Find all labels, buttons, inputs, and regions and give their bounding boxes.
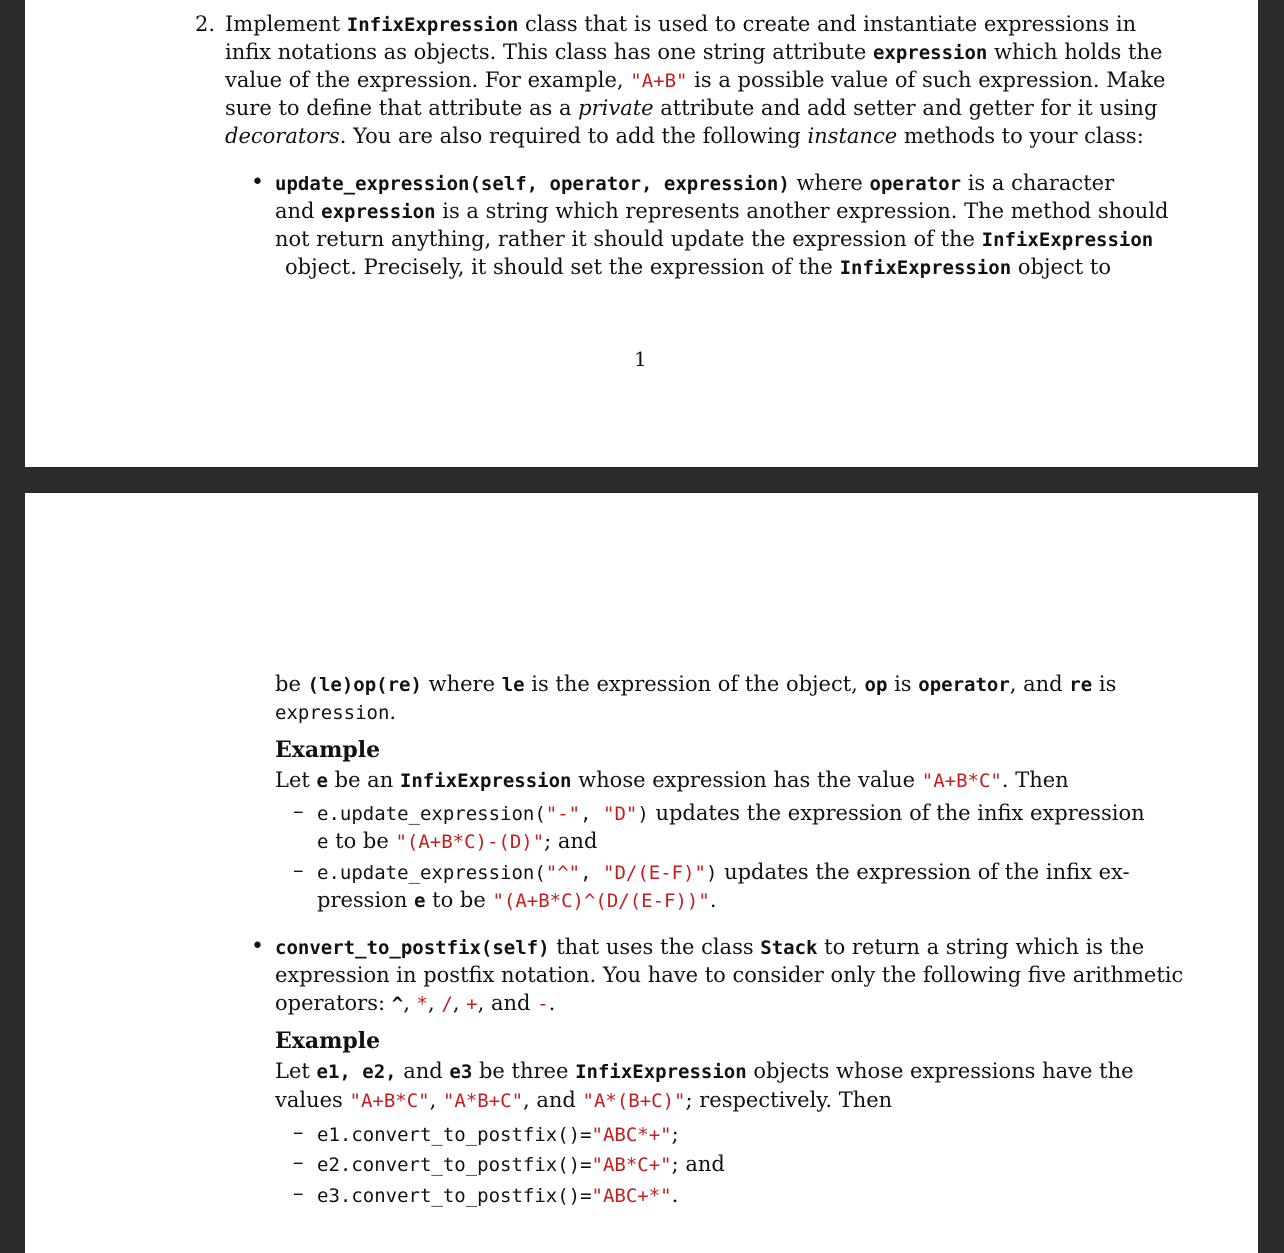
example-heading-2: Example	[275, 1028, 381, 1054]
page-number: 1	[634, 347, 647, 371]
intro-line-4: sure to define that attribute as a private attribute and add setter and getter for it using	[225, 96, 1158, 120]
example2-item-2: e2.convert_to_postfix()="AB*C+"; and	[317, 1152, 725, 1176]
example2-line-2: values "A+B*C", "A*B+C", and "A*(B+C)"; respectively. Then	[275, 1088, 893, 1112]
intro-line-2: infix notations as objects. This class has one string attribute expression which holds the	[225, 40, 1163, 64]
document-page-2	[25, 493, 1258, 1253]
bullet1-line-2: and expression is a string which represents another expression. The method should	[275, 199, 1169, 223]
example2-item-3: e3.convert_to_postfix()="ABC+*".	[317, 1183, 679, 1207]
intro-line-1: Implement InfixExpression class that is used to create and instantiate expressions in	[225, 12, 1137, 36]
bullet1-line-3: not return anything, rather it should update the expression of the InfixExpression	[275, 227, 1154, 251]
bullet2-line-3: operators: ^, *, /, +, and -.	[275, 991, 556, 1015]
dash-bullet-icon: –	[293, 1120, 304, 1144]
dash-bullet-icon: –	[293, 1181, 304, 1205]
example1-intro: Let e be an InfixExpression whose expression has the value "A+B*C". Then	[275, 768, 1069, 792]
continuation-line-1: be (le)op(re) where le is the expression of the object, op is operator, and re is	[275, 672, 1117, 696]
bullet-icon: •	[251, 170, 264, 195]
intro-line-3: value of the expression. For example, "A+B" is a possible value of such expression. Make	[225, 68, 1166, 92]
intro-line-5: decorators. You are also required to add the following instance methods to your class:	[225, 124, 1144, 148]
example1-item-2-line-2: pression e to be "(A+B*C)^(D/(E-F))".	[317, 888, 717, 912]
bullet1-line-1: update_expression(self, operator, expression) where operator is a character	[275, 171, 1115, 195]
document-page-1	[25, 0, 1258, 467]
bullet-icon: •	[251, 934, 264, 959]
example1-item-1-line-1: e.update_expression("-", "D") updates the expression of the infix expression	[317, 801, 1145, 825]
example1-item-1-line-2: e to be "(A+B*C)-(D)"; and	[317, 829, 598, 853]
item-number: 2.	[195, 12, 216, 36]
continuation-line-2: expression.	[275, 700, 397, 724]
dash-bullet-icon: –	[293, 1150, 304, 1174]
example-heading-1: Example	[275, 737, 381, 763]
bullet2-line-1: convert_to_postfix(self) that uses the class Stack to return a string which is the	[275, 935, 1145, 959]
example2-item-1: e1.convert_to_postfix()="ABC*+";	[317, 1122, 679, 1146]
dash-bullet-icon: –	[293, 799, 304, 823]
example1-item-2-line-1: e.update_expression("^", "D/(E-F)") updates the expression of the infix ex-	[317, 860, 1130, 884]
bullet2-line-2: expression in postfix notation. You have to consider only the following five arithmetic	[275, 963, 1184, 987]
bullet1-line-4: object. Precisely, it should set the expression of the InfixExpression object to	[285, 255, 1111, 279]
dash-bullet-icon: –	[293, 858, 304, 882]
example2-line-1: Let e1, e2, and e3 be three InfixExpression objects whose expressions have the	[275, 1059, 1134, 1083]
